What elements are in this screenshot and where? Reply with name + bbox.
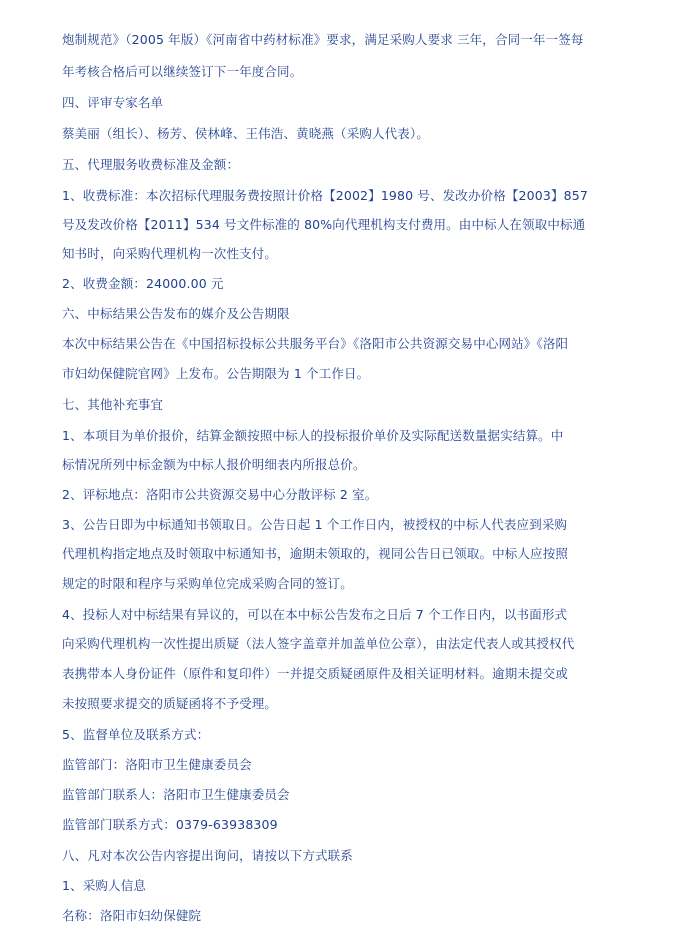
text-line: 未按照要求提交的质疑函将不予受理。 [62, 696, 278, 711]
text-line: 监管部门：洛阳市卫生健康委员会 [62, 757, 252, 772]
section-heading: 四、评审专家名单 [62, 95, 164, 110]
text-line: 2、收费金额：24000.00 元 [62, 276, 224, 291]
text-line: 2、评标地点：洛阳市公共资源交易中心分散评标 2 室。 [62, 487, 378, 502]
text-line: 1、本项目为单价报价，结算金额按照中标人的投标报价单价及实际配送数量据实结算。中 [62, 428, 564, 443]
text-line: 蔡美丽（组长）、杨芳、侯林峰、王伟浩、黄晓燕（采购人代表）。 [62, 126, 430, 141]
text-line: 1、收费标准：本次招标代理服务费按照计价格【2002】1980 号、发改办价格【2003】857 [62, 188, 588, 203]
text-line: 监管部门联系方式：0379-63938309 [62, 817, 278, 832]
text-line: 市妇幼保健院官网》上发布。公告期限为 1 个工作日。 [62, 366, 370, 381]
section-heading: 七、其他补充事宜 [62, 397, 164, 412]
text-line: 表携带本人身份证件（原件和复印件）一并提交质疑函原件及相关证明材料。逾期未提交或 [62, 666, 569, 681]
text-line: 向采购代理机构一次性提出质疑（法人签字盖章并加盖单位公章），由法定代表人或其授权代 [62, 636, 575, 651]
text-line: 代理机构指定地点及时领取中标通知书，逾期未领取的，视同公告日已领取。中标人应按照 [62, 546, 569, 561]
text-line: 标情况所列中标金额为中标人报价明细表内所报总价。 [62, 457, 366, 472]
text-line: 监管部门联系人：洛阳市卫生健康委员会 [62, 787, 290, 802]
text-line: 3、公告日即为中标通知书领取日。公告日起 1 个工作日内，被授权的中标人代表应到采购 [62, 517, 568, 532]
text-line: 4、投标人对中标结果有异议的，可以在本中标公告发布之日后 7 个工作日内，以书面形式 [62, 607, 568, 622]
text-line: 号及发改价格【2011】534 号文件标准的 80%向代理机构支付费用。由中标人在领取中标通 [62, 217, 586, 232]
text-line: 规定的时限和程序与采购单位完成采购合同的签订。 [62, 576, 353, 591]
section-heading: 八、凡对本次公告内容提出询问，请按以下方式联系 [62, 848, 353, 863]
text-line: 1、采购人信息 [62, 878, 147, 893]
section-heading: 五、代理服务收费标准及金额： [62, 157, 240, 172]
text-line: 年考核合格后可以继续签订下一年度合同。 [62, 64, 303, 79]
text-line: 本次中标结果公告在《中国招标投标公共服务平台》《洛阳市公共资源交易中心网站》《洛阳 [62, 336, 569, 351]
section-heading: 六、中标结果公告发布的媒介及公告期限 [62, 306, 290, 321]
text-line: 5、监督单位及联系方式： [62, 727, 210, 742]
text-line: 知书时，向采购代理机构一次性支付。 [62, 246, 278, 261]
text-line: 炮制规范》（2005 年版）《河南省中药材标准》要求，满足采购人要求 三年，合同一年一签每 [62, 32, 584, 47]
text-line: 名称：洛阳市妇幼保健院 [62, 908, 202, 923]
